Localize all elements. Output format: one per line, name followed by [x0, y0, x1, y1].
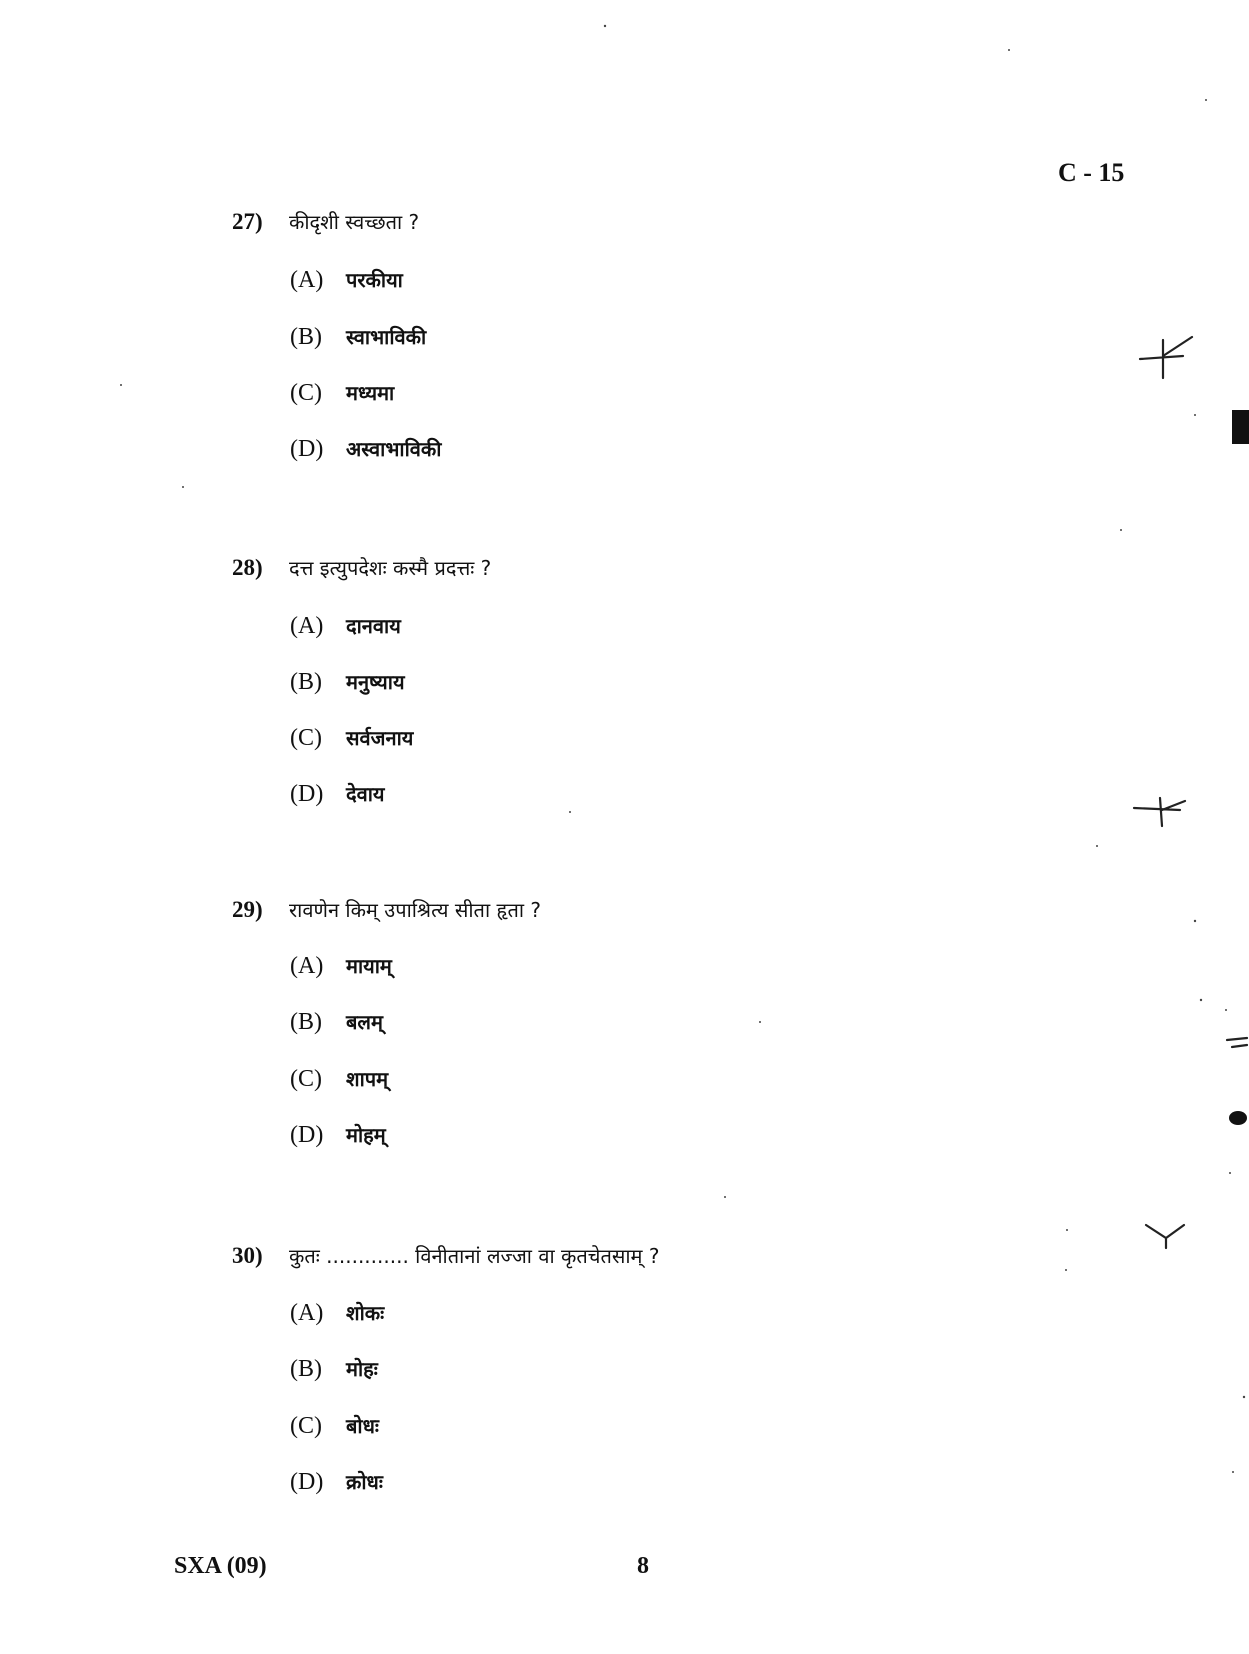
option-text: क्रोधः — [346, 1470, 383, 1494]
option-b — [290, 668, 405, 696]
edge-blot — [1232, 410, 1249, 444]
speck-dot — [604, 25, 606, 27]
speck-dot — [182, 486, 184, 488]
question-number: 28) — [232, 555, 263, 580]
paper-set-code: C - 15 — [1058, 158, 1125, 187]
question-text: कुतः ............. विनीतानां लज्जा वा कृतचेतसाम् ? — [289, 1244, 660, 1268]
option-letter: (C) — [290, 380, 322, 406]
speck-mark — [1140, 337, 1192, 378]
speck-dot — [1229, 1172, 1231, 1174]
speck-dot — [1065, 1269, 1067, 1271]
question-stem — [232, 1242, 660, 1269]
option-letter: (B) — [290, 669, 322, 695]
option-b — [290, 1008, 383, 1036]
option-text: दानवाय — [346, 614, 401, 638]
speck-mark — [1146, 1225, 1184, 1248]
option-a — [290, 266, 403, 294]
page-number: 8 — [637, 1553, 649, 1579]
speck-dot — [1194, 414, 1196, 416]
option-letter: (C) — [290, 1413, 322, 1439]
option-letter: (C) — [290, 1066, 322, 1092]
option-a — [290, 612, 401, 640]
option-text: बोधः — [346, 1414, 379, 1438]
question-text: रावणेन किम् उपाश्रित्य सीता हृता ? — [289, 898, 542, 922]
question-number: 30) — [232, 1243, 263, 1268]
option-text: शापम् — [346, 1067, 389, 1091]
speck-dot — [569, 811, 571, 813]
option-letter: (B) — [290, 1009, 322, 1035]
option-text: मायाम् — [346, 954, 392, 978]
option-letter: (D) — [290, 436, 324, 462]
footer-paper-code: SXA (09) — [174, 1553, 267, 1579]
question-stem — [232, 554, 491, 581]
option-letter: (D) — [290, 781, 324, 807]
option-c — [290, 1065, 388, 1093]
speck-dot — [1066, 1229, 1068, 1231]
option-d — [290, 435, 441, 463]
option-text: बलम् — [346, 1010, 383, 1034]
option-text: मनुष्याय — [346, 670, 405, 694]
option-c — [290, 724, 413, 752]
speck-dot — [1205, 99, 1207, 101]
option-c — [290, 1412, 379, 1440]
speck-dot — [1232, 1471, 1234, 1473]
option-a — [290, 1299, 384, 1327]
option-letter: (C) — [290, 725, 322, 751]
option-b — [290, 323, 426, 351]
option-text: मध्यमा — [346, 381, 395, 405]
question-stem — [232, 896, 541, 923]
option-text: शोकः — [346, 1301, 385, 1325]
speck-dot — [1008, 49, 1010, 51]
question-text: कीदृशी स्वच्छता ? — [289, 210, 420, 234]
speck-dot — [1096, 845, 1098, 847]
edge-blot — [1229, 1111, 1247, 1125]
speck-mark — [1134, 798, 1185, 826]
option-d — [290, 780, 385, 808]
speck-dot — [1243, 1396, 1245, 1398]
speck-dot — [724, 1196, 726, 1198]
option-letter: (A) — [290, 613, 324, 639]
option-letter: (B) — [290, 1356, 322, 1382]
option-text: मोहः — [346, 1357, 378, 1381]
option-letter: (A) — [290, 1300, 324, 1326]
speck-dot — [1200, 999, 1202, 1001]
question-number: 27) — [232, 209, 263, 234]
option-text: सर्वजनाय — [346, 726, 414, 750]
option-text: स्वाभाविकी — [346, 325, 427, 349]
speck-dot — [120, 384, 122, 386]
question-number: 29) — [232, 897, 263, 922]
option-text: मोहम् — [346, 1123, 386, 1147]
option-letter: (A) — [290, 267, 324, 293]
option-text: देवाय — [346, 782, 385, 806]
speck-dot — [1194, 920, 1196, 922]
option-letter: (A) — [290, 953, 324, 979]
option-letter: (D) — [290, 1469, 324, 1495]
speck-dot — [1120, 529, 1122, 531]
option-text: परकीया — [346, 268, 403, 292]
option-letter: (B) — [290, 324, 322, 350]
option-b — [290, 1355, 378, 1383]
speck-dot — [1225, 1009, 1227, 1011]
option-letter: (D) — [290, 1122, 324, 1148]
option-d — [290, 1121, 386, 1149]
speck-mark — [1227, 1038, 1247, 1047]
question-stem — [232, 208, 419, 235]
option-c — [290, 379, 394, 407]
option-text: अस्वाभाविकी — [346, 437, 442, 461]
speck-dot — [759, 1021, 761, 1023]
option-a — [290, 952, 392, 980]
option-d — [290, 1468, 383, 1496]
question-text: दत्त इत्युपदेशः कस्मै प्रदत्तः ? — [289, 556, 492, 580]
